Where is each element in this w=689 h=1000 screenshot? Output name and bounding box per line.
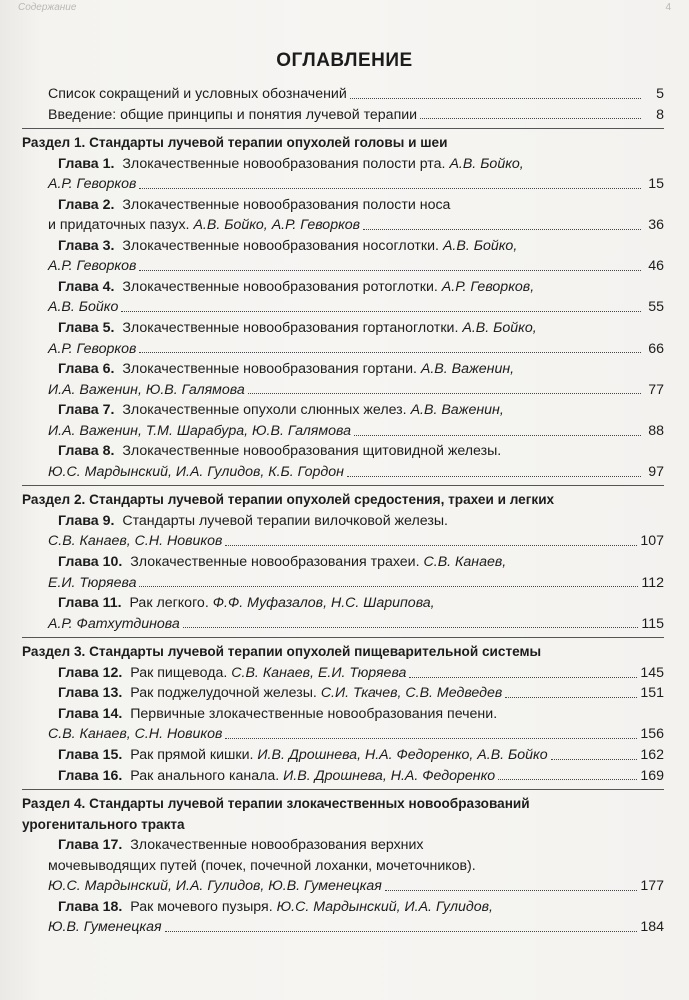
toc-entry[interactable] [22, 724, 664, 745]
chapter-authors: С.В. Канаев, Е.И. Тюряева [231, 664, 407, 681]
chapter-authors: А.Р. Фатхутдинова [48, 615, 180, 632]
toc-entry[interactable] [22, 462, 664, 483]
page-number: 177 [640, 878, 664, 895]
section-heading: Раздел 4. Стандарты лучевой терапии злокачественных новообразований [22, 796, 530, 812]
chapter-title: Злокачественные новообразования верхних [130, 837, 424, 854]
toc-entry[interactable] [22, 593, 664, 614]
toc-entry[interactable] [22, 277, 664, 298]
page-number: 97 [648, 463, 664, 480]
dot-leader [385, 890, 637, 891]
chapter-label: Глава 12. [58, 664, 123, 681]
toc-entry[interactable] [22, 876, 664, 897]
dot-leader [121, 311, 641, 312]
chapter-authors: Ф.Ф. Муфазалов, Н.С. Шарипова, [212, 595, 435, 612]
page-number: 55 [648, 299, 664, 316]
chapter-authors: А.В. Бойко, [442, 237, 518, 254]
chapter-authors: И.А. Важенин, Ю.В. Галямова [48, 381, 245, 398]
chapter-label: Глава 5. [58, 320, 115, 337]
chapter-authors: А.Р. Геворков [48, 176, 137, 193]
page-number: 151 [640, 685, 664, 702]
chapter-title: Рак анального канала. [130, 767, 280, 784]
chapter-authors: Ю.С. Мардынский, И.А. Гулидов, Ю.В. Гуменецкая [48, 878, 382, 895]
chapter-authors: И.В. Дрошнева, Н.А. Федоренко, А.В. Бойко [257, 746, 548, 763]
page-number: 8 [656, 106, 664, 123]
entry-title: Список сокращений и условных обозначений [48, 86, 347, 102]
chapter-authors: И.А. Важенин, Т.М. Шарабура, Ю.В. Галямова [48, 422, 351, 439]
section-heading-continued: урогенитального тракта [22, 816, 185, 832]
page-number: 77 [648, 381, 664, 398]
dot-leader [347, 476, 641, 477]
chapter-label: Глава 9. [58, 512, 115, 529]
chapter-label: Глава 10. [58, 554, 123, 571]
dot-leader [363, 229, 641, 230]
chapter-label: Глава 11. [58, 595, 122, 612]
toc-entry[interactable] [22, 835, 664, 856]
chapter-authors: А.Р. Геворков [48, 258, 137, 275]
chapter-authors: С.В. Канаев, С.Н. Новиков [48, 533, 223, 550]
chapter-authors: С.В. Канаев, С.Н. Новиков [48, 726, 223, 743]
dot-leader [354, 435, 641, 436]
toc-entry[interactable] [22, 339, 664, 360]
chapter-title: Рак легкого. [129, 595, 209, 612]
chapter-title: Злокачественные новообразования гортани. [122, 361, 417, 378]
dot-leader [139, 188, 641, 189]
chapter-authors: Ю.В. Гуменецкая [48, 919, 162, 936]
page-number: 5 [656, 86, 664, 102]
toc-entry[interactable] [22, 511, 664, 532]
section-heading: Раздел 3. Стандарты лучевой терапии опухолей пищеварительной системы [22, 644, 542, 660]
page-number: 36 [648, 217, 664, 234]
toc-entry[interactable] [22, 174, 664, 195]
toc-entry[interactable] [22, 421, 664, 442]
chapter-title: Злокачественные новообразования полости носа [122, 196, 451, 213]
chapter-label: Глава 7. [58, 402, 115, 419]
toc-entry[interactable] [22, 531, 664, 552]
page-number: 115 [641, 615, 664, 632]
chapter-title: Злокачественные опухоли слюнных желез. [122, 402, 407, 419]
chapter-authors: А.В. Важенин, [410, 402, 504, 419]
toc-entry[interactable] [22, 704, 664, 725]
running-head-left: Содержание [18, 2, 77, 13]
toc-entry[interactable] [22, 215, 664, 236]
section-heading: Раздел 1. Стандарты лучевой терапии опухолей головы и шеи [22, 135, 448, 151]
page-title: ОГЛАВЛЕНИЕ [276, 50, 413, 71]
running-head [0, 0, 689, 18]
dot-leader [165, 931, 638, 932]
page-number: 184 [640, 919, 664, 936]
chapter-title: Злокачественные новообразования гортаноглотки. [122, 320, 459, 337]
toc-entry[interactable] [22, 236, 664, 257]
toc-entry[interactable] [22, 154, 664, 175]
chapter-label: Глава 2. [58, 196, 115, 213]
chapter-label: Глава 4. [58, 278, 115, 295]
chapter-authors: А.В. Бойко, [449, 155, 524, 172]
page-number: 107 [640, 533, 664, 550]
chapter-title: Злокачественные новообразования носоглотки. [122, 237, 440, 254]
chapter-title: Первичные злокачественные новообразования печени. [130, 705, 498, 722]
chapter-label: Глава 14. [58, 705, 123, 722]
dot-leader [551, 759, 638, 760]
chapter-title: Рак пищевода. [130, 664, 228, 681]
page-number: 162 [640, 746, 664, 763]
chapter-authors: Ю.С. Мардынский, И.А. Гулидов, К.Б. Гордон [48, 463, 344, 480]
chapter-label: Глава 18. [58, 898, 123, 915]
toc-entry[interactable] [22, 573, 664, 594]
chapter-title: Рак прямой кишки. [130, 746, 254, 763]
toc-entry[interactable] [22, 380, 664, 401]
running-head-page-number: 4 [665, 2, 671, 13]
chapter-authors: С.И. Ткачев, С.В. Медведев [320, 685, 503, 702]
chapter-title: Рак поджелудочной железы. [130, 685, 317, 702]
dot-leader [505, 697, 637, 698]
chapter-authors: А.Р. Геворков [48, 340, 137, 357]
toc-entry[interactable] [22, 256, 664, 277]
entry-title: Введение: общие принципы и понятия лучевой терапии [48, 106, 418, 123]
toc-entry[interactable] [22, 400, 664, 421]
page-number: 156 [640, 726, 664, 743]
chapter-label: Глава 15. [58, 746, 123, 763]
toc-entry[interactable] [22, 745, 664, 766]
chapter-label: Глава 6. [58, 361, 115, 378]
toc-entry[interactable] [22, 359, 664, 380]
dot-leader [139, 586, 638, 587]
chapter-title: Злокачественные новообразования трахеи. [130, 554, 420, 571]
chapter-authors: И.В. Дрошнева, Н.А. Федоренко [283, 767, 496, 784]
chapter-authors: Ю.С. Мардынский, И.А. Гулидов, [276, 898, 493, 915]
table-of-contents [22, 84, 664, 938]
section-divider [22, 789, 664, 790]
page-number: 169 [640, 767, 664, 784]
section-heading: Раздел 2. Стандарты лучевой терапии опухолей средостения, трахеи и легких [22, 492, 555, 508]
page-number: 145 [640, 664, 664, 681]
chapter-authors: А.В. Важенин, [420, 361, 515, 378]
page-number: 88 [648, 422, 664, 439]
toc-entry[interactable] [22, 663, 664, 684]
chapter-title: Злокачественные новообразования полости рта. [122, 155, 446, 172]
chapter-authors: А.В. Бойко, А.Р. Геворков [193, 217, 361, 234]
toc-entry[interactable] [22, 441, 664, 462]
toc-entry[interactable] [22, 297, 664, 318]
chapter-title: Злокачественные новообразования щитовидной железы. [122, 443, 502, 460]
chapter-authors: А.Р. Геворков, [441, 278, 535, 295]
chapter-authors: Е.И. Тюряева [48, 574, 137, 591]
chapter-label: Глава 13. [58, 685, 123, 702]
chapter-authors: С.В. Канаев, [423, 554, 507, 571]
chapter-authors: А.В. Бойко, [462, 320, 537, 337]
dot-leader [420, 118, 641, 119]
toc-entry[interactable] [22, 552, 664, 573]
page-number: 112 [641, 574, 664, 591]
chapter-label: Глава 1. [58, 155, 115, 172]
section-divider [22, 485, 664, 486]
dot-leader [225, 738, 637, 739]
toc-entry[interactable] [22, 766, 664, 787]
dot-leader [409, 677, 637, 678]
chapter-authors: А.В. Бойко [48, 299, 119, 316]
chapter-label: Глава 17. [58, 837, 123, 854]
dot-leader [183, 627, 639, 628]
toc-entry[interactable] [22, 856, 664, 877]
chapter-label: Глава 8. [58, 443, 115, 460]
chapter-title: Злокачественные новообразования ротоглотки. [122, 278, 438, 295]
dot-leader [350, 98, 641, 99]
page-number: 46 [648, 258, 664, 275]
toc-entry[interactable] [22, 683, 664, 704]
toc-entry[interactable] [22, 897, 664, 918]
dot-leader [225, 545, 637, 546]
toc-entry[interactable] [22, 195, 664, 216]
chapter-title: мочевыводящих путей (почек, почечной лоханки, мочеточников). [48, 857, 476, 874]
page-number: 66 [648, 340, 664, 357]
chapter-title: Стандарты лучевой терапии вилочковой железы. [122, 512, 448, 529]
section-divider [22, 637, 664, 638]
toc-entry[interactable] [22, 105, 664, 126]
dot-leader [139, 352, 641, 353]
chapter-label: Глава 16. [58, 767, 123, 784]
dot-leader [498, 779, 637, 780]
chapter-title: и придаточных пазух. [48, 217, 190, 234]
dot-leader [139, 270, 641, 271]
toc-entry[interactable] [22, 318, 664, 339]
toc-entry[interactable] [22, 917, 664, 938]
chapter-label: Глава 3. [58, 237, 115, 254]
section-divider [22, 128, 664, 129]
page-number: 15 [648, 176, 664, 193]
dot-leader [248, 393, 641, 394]
toc-entry[interactable] [22, 614, 664, 635]
toc-entry[interactable] [22, 84, 664, 105]
chapter-title: Рак мочевого пузыря. [130, 898, 273, 915]
